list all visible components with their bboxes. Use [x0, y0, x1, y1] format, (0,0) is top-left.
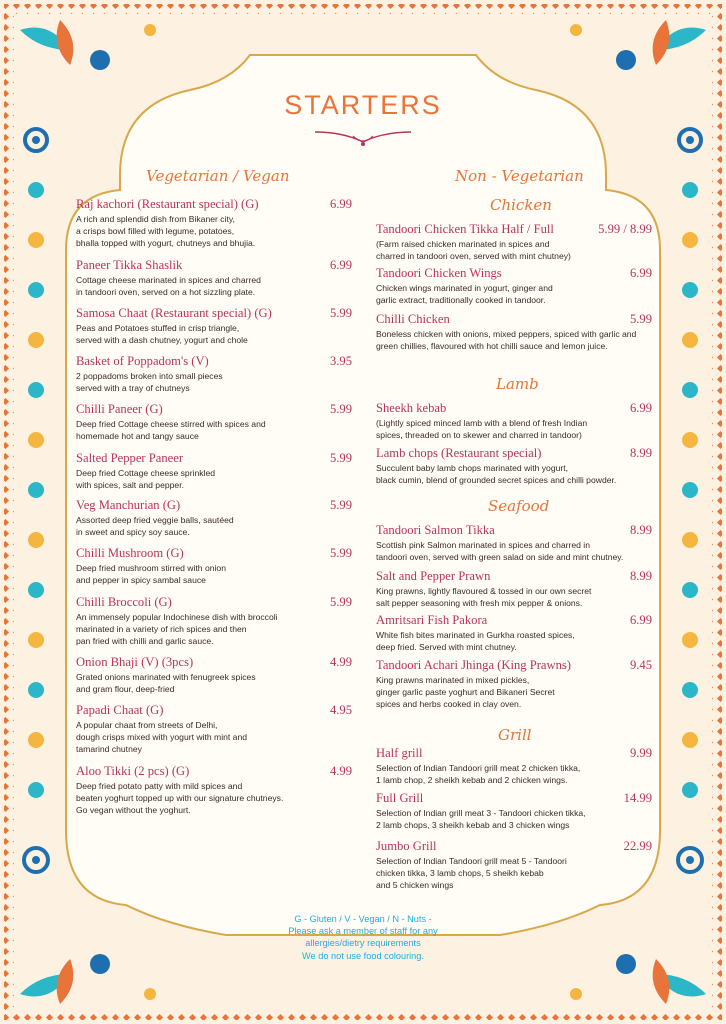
item-description: Deep fried potato patty with mild spices and beaten yoghurt topped up with our signature chutneys. Go vegan without the yoghurt. [76, 781, 284, 816]
item-description: (Farm raised chicken marinated in spices and charred in tandoori oven, served with mint chutney) [376, 239, 571, 262]
item-name: Basket of Poppadom's (V) [76, 354, 209, 368]
item-price: 4.99 [329, 764, 352, 778]
footer-line: G - Gluten / V - Vegan / N - Nuts - [294, 914, 432, 924]
menu-item [76, 655, 352, 695]
menu-item [76, 197, 352, 250]
item-name: Sheekh kebab [376, 401, 447, 415]
menu-item [76, 595, 352, 648]
item-price: 6.99 [629, 266, 652, 280]
menu-item [376, 791, 652, 831]
menu-item [76, 451, 352, 491]
item-price: 3.95 [329, 354, 352, 368]
item-price: 5.99 [329, 306, 352, 320]
item-description: Chicken wings marinated in yogurt, ginger and garlic extract, traditionally cooked in tandoor. [376, 283, 553, 306]
menu-item [376, 613, 652, 653]
item-name: Lamb chops (Restaurant special) [376, 446, 542, 460]
item-price: 9.45 [629, 658, 652, 672]
item-price: 5.99 [329, 595, 352, 609]
menu-item [376, 446, 652, 486]
item-name: Tandoori Salmon Tikka [376, 523, 495, 537]
item-name: Onion Bhaji (V) (3pcs) [76, 655, 194, 669]
footer-line: allergies/dietry requirements [305, 938, 421, 949]
item-price: 5.99 [629, 312, 652, 326]
item-price: 6.99 [329, 258, 352, 272]
item-name: Chilli Paneer (G) [76, 402, 163, 416]
menu-item [376, 658, 652, 711]
lamb-heading: Lamb [496, 375, 539, 393]
item-description: An immensely popular Indochinese dish with broccoli marinated in a variety of rich spices and then pan fried with chilli and garlic sauce. [76, 612, 278, 647]
vegetarian-heading: Vegetarian / Vegan [146, 167, 290, 185]
item-price: 8.99 [629, 569, 652, 583]
item-description: Assorted deep fried veggie balls, sautéed in sweet and spicy soy sauce. [76, 515, 234, 538]
title-flourish-icon [313, 126, 413, 148]
item-description: Selection of Indian Tandoori grill meat 2 chicken tikka, 1 lamb chop, 2 sheikh kebab and 2 chicken wings. [376, 763, 581, 786]
menu-item [376, 401, 652, 441]
item-name: Tandoori Chicken Tikka Half / Full [376, 222, 554, 236]
menu-item [376, 312, 652, 352]
seafood-heading: Seafood [488, 497, 550, 515]
item-price: 6.99 [329, 197, 352, 211]
item-price: 5.99 [329, 451, 352, 465]
non-veg-heading: Non - Vegetarian [455, 167, 584, 185]
item-price: 14.99 [623, 791, 652, 805]
item-name: Salt and Pepper Prawn [376, 569, 491, 583]
menu-item [76, 306, 352, 346]
item-price: 6.99 [629, 401, 652, 415]
item-price: 5.99 [329, 546, 352, 560]
item-name: Samosa Chaat (Restaurant special) (G) [76, 306, 272, 320]
item-name: Chilli Broccoli (G) [76, 595, 172, 609]
item-description: King prawns, lightly flavoured & tossed in our own secret salt pepper seasoning with fresh mix pepper & onions. [376, 586, 592, 609]
item-description: Selection of Indian Tandoori grill meat 5 - Tandoori chicken tikka, 3 lamb chops, 5 sheikh kebab and 5 chicken wings [376, 856, 567, 891]
menu-item [76, 354, 352, 394]
item-description: Scottish pink Salmon marinated in spices and charred in tandoori oven, served with green salad on side and mint chutney. [376, 540, 624, 563]
item-name: Raj kachori (Restaurant special) (G) [76, 197, 259, 211]
menu-item [376, 569, 652, 609]
item-description: Boneless chicken with onions, mixed peppers, spiced with garlic and green chillies, flavoured with hot chilli sauce and lemon juice. [376, 329, 637, 352]
menu-item [376, 839, 652, 892]
item-description: (Lightly spiced minced lamb with a blend of fresh Indian spices, threaded on to skewer and charred in tandoor) [376, 418, 588, 441]
menu-item [76, 546, 352, 586]
item-price: 8.99 [629, 523, 652, 537]
item-name: Tandoori Chicken Wings [376, 266, 502, 280]
item-price: 4.99 [329, 655, 352, 669]
item-price: 6.99 [629, 613, 652, 627]
footer-line: Please ask a member of staff for any [288, 926, 438, 937]
menu-item [376, 746, 652, 786]
item-name: Salted Pepper Paneer [76, 451, 184, 465]
item-price: 5.99 [329, 402, 352, 416]
item-name: Chilli Chicken [376, 312, 450, 326]
item-name: Jumbo Grill [376, 839, 437, 853]
item-description: Deep fried mushroom stirred with onion and pepper in spicy sambal sauce [76, 563, 226, 586]
menu-item [76, 703, 352, 756]
item-name: Aloo Tikki (2 pcs) (G) [76, 764, 190, 778]
item-description: Succulent baby lamb chops marinated with yogurt, black cumin, blend of grounded secret spices and chilli powder. [376, 463, 617, 486]
item-description: Grated onions marinated with fenugreek spices and gram flour, deep-fried [76, 672, 256, 695]
menu-item [76, 764, 352, 817]
item-name: Tandoori Achari Jhinga (King Prawns) [376, 658, 571, 672]
menu-item [376, 222, 652, 262]
item-description: Deep fried Cottage cheese stirred with spices and homemade hot and tangy sauce [76, 419, 266, 442]
item-price: 22.99 [623, 839, 652, 853]
item-description: 2 poppadoms broken into small pieces served with a tray of chutneys [76, 371, 223, 394]
item-description: Deep fried Cottage cheese sprinkled with spices, salt and pepper. [76, 468, 216, 491]
menu-item [76, 402, 352, 442]
item-description: King prawns marinated in mixed pickles, ginger garlic paste yoghurt and Bikaneri Secret spices and herbs cooked in clay oven. [376, 675, 555, 710]
item-description: Cottage cheese marinated in spices and charred in tandoori oven, served on a hot sizzling plate. [76, 275, 261, 298]
menu-item [376, 266, 652, 306]
item-description: Peas and Potatoes stuffed in crisp triangle, served with a dash chutney, yogurt and chole [76, 323, 248, 346]
item-name: Full Grill [376, 791, 424, 805]
item-name: Half grill [376, 746, 423, 760]
grill-heading: Grill [498, 726, 532, 744]
item-description: A rich and splendid dish from Bikaner city, a crisps bowl filled with legume, potatoes, bhalla topped with yogurt, chutneys and bhujia. [76, 214, 256, 249]
item-name: Veg Manchurian (G) [76, 498, 181, 512]
menu-item [376, 523, 652, 563]
chicken-heading: Chicken [490, 196, 552, 214]
item-price: 5.99 [329, 498, 352, 512]
item-price: 9.99 [629, 746, 652, 760]
item-name: Papadi Chaat (G) [76, 703, 164, 717]
footer-line: We do not use food colouring. [302, 950, 424, 961]
item-description: A popular chaat from streets of Delhi, dough crisps mixed with yogurt with mint and tamarind chutney [76, 720, 247, 755]
menu-item [76, 258, 352, 298]
item-description: Selection of Indian grill meat 3 - Tandoori chicken tikka, 2 lamb chops, 3 sheikh kebab and 3 chicken wings [376, 808, 586, 831]
item-name: Amritsari Fish Pakora [376, 613, 488, 627]
item-price: 5.99 / 8.99 [598, 222, 652, 236]
menu-item [76, 498, 352, 538]
item-price: 4.95 [329, 703, 352, 717]
item-name: Paneer Tikka Shaslik [76, 258, 183, 272]
item-name: Chilli Mushroom (G) [76, 546, 184, 560]
item-description: White fish bites marinated in Gurkha roasted spices, deep fried. Served with mint chutney. [376, 630, 575, 653]
allergy-footer [230, 913, 496, 962]
page-title: STARTERS [284, 90, 442, 120]
item-price: 8.99 [629, 446, 652, 460]
